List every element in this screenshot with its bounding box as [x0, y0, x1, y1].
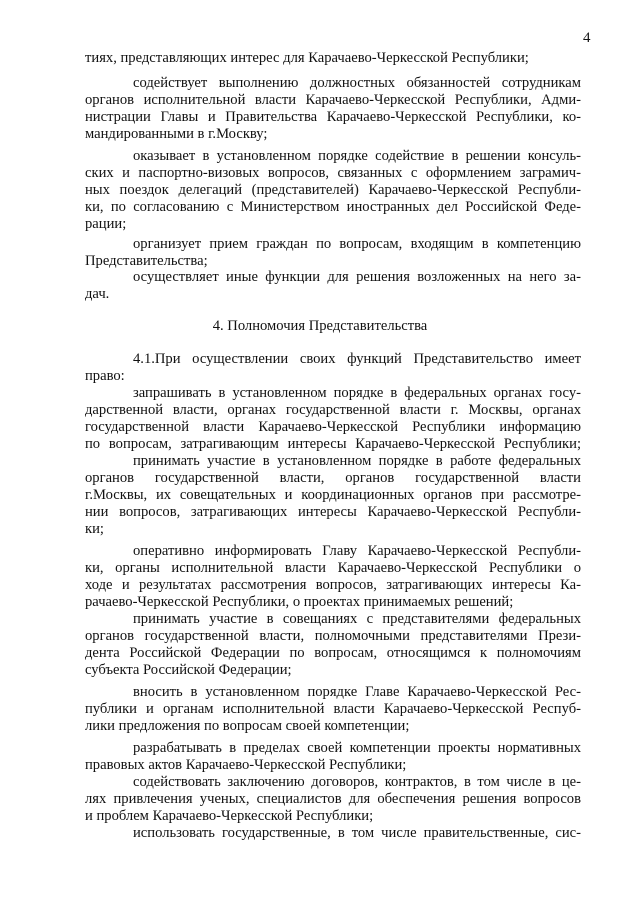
text-line: ки;	[85, 521, 104, 537]
text-line: запрашивать в установленном порядке в федеральных органах госу-	[133, 385, 581, 401]
text-line: ских и паспортно-визовых вопросов, связанных с оформлением заграмич-	[85, 165, 581, 181]
text-line: Представительства;	[85, 253, 208, 269]
text-line: содействует выполнению должностных обязанностей сотрудникам	[133, 75, 581, 91]
text-line: рации;	[85, 216, 127, 232]
text-line: органов государственной власти, органов государственной власти	[85, 470, 581, 486]
text-line: органов государственной власти, полномочными представителями Прези-	[85, 628, 581, 644]
text-line: публики и органам исполнительной власти Карачаево-Черкесской Респуб-	[85, 701, 581, 717]
text-line: дента Российской Федерации по вопросам, относящимся к полномочиям	[85, 645, 581, 661]
text-line: организует прием граждан по вопросам, входящим в компетенцию	[133, 236, 581, 252]
text-line: ки, по согласованию с Министерством иностранных дел Российской Феде-	[85, 199, 581, 215]
text-line: разрабатывать в пределах своей компетенции проекты нормативных	[133, 740, 581, 756]
text-line: г.Москвы, их совещательных и координационных органов при рассмотре-	[85, 487, 581, 503]
text-line: тиях, представляющих интерес для Карачаево-Черкесской Республики;	[85, 50, 529, 66]
text-line: принимать участие в совещаниях с представителями федеральных	[133, 611, 581, 627]
page-number: 4	[583, 30, 591, 46]
text-line: дач.	[85, 286, 110, 302]
text-line: лях привлечения ученых, специалистов для обеспечения решения вопросов	[85, 791, 581, 807]
text-line: нии вопросов, затрагивающих интересы Карачаево-Черкесской Республи-	[85, 504, 581, 520]
text-line: осуществляет иные функции для решения возложенных на него за-	[133, 269, 581, 285]
text-line: оказывает в установленном порядке содействие в решении консуль-	[133, 148, 581, 164]
text-line: ходе и результатах рассмотрения вопросов, затрагивающих интересы Ка-	[85, 577, 581, 593]
section-heading: 4. Полномочия Представительства	[212, 318, 428, 334]
text-line: и проблем Карачаево-Черкесской Республики;	[85, 808, 374, 824]
text-line: лики предложения по вопросам своей компетенции;	[85, 718, 410, 734]
text-line: ных поездок делегаций (представителей) Карачаево-Черкесской Республи-	[85, 182, 581, 198]
text-line: дарственной власти, органах государственной власти г. Москвы, органах	[85, 402, 581, 418]
text-line: 4.1.При осуществлении своих функций Представительство имеет	[133, 351, 581, 367]
text-line: нистрации Главы и Правительства Карачаево-Черкесской Республики, ко-	[85, 109, 581, 125]
text-line: вносить в установленном порядке Главе Карачаево-Черкесской Рес-	[133, 684, 581, 700]
text-line: органов исполнительной власти Карачаево-Черкесской Республики, Адми-	[85, 92, 581, 108]
text-line: право:	[85, 368, 125, 384]
text-line: оперативно информировать Главу Карачаево-Черкесской Республи-	[133, 543, 581, 559]
text-line: государственной власти Карачаево-Черкесской Республики информацию	[85, 419, 581, 435]
text-line: по вопросам, затрагивающим интересы Карачаево-Черкесской Республики;	[85, 436, 581, 452]
text-line: правовых актов Карачаево-Черкесской Республики;	[85, 757, 407, 773]
text-line: субъекта Российской Федерации;	[85, 662, 292, 678]
text-line: ки, органы исполнительной власти Карачаево-Черкесской Республики о	[85, 560, 581, 576]
text-line: принимать участие в установленном порядке в работе федеральных	[133, 453, 581, 469]
text-line: рачаево-Черкесской Республики, о проектах принимаемых решений;	[85, 594, 514, 610]
text-line: мандированными в г.Москву;	[85, 126, 268, 142]
text-line: использовать государственные, в том числе правительственные, сис-	[133, 825, 581, 841]
text-line: содействовать заключению договоров, контрактов, в том числе в це-	[133, 774, 581, 790]
